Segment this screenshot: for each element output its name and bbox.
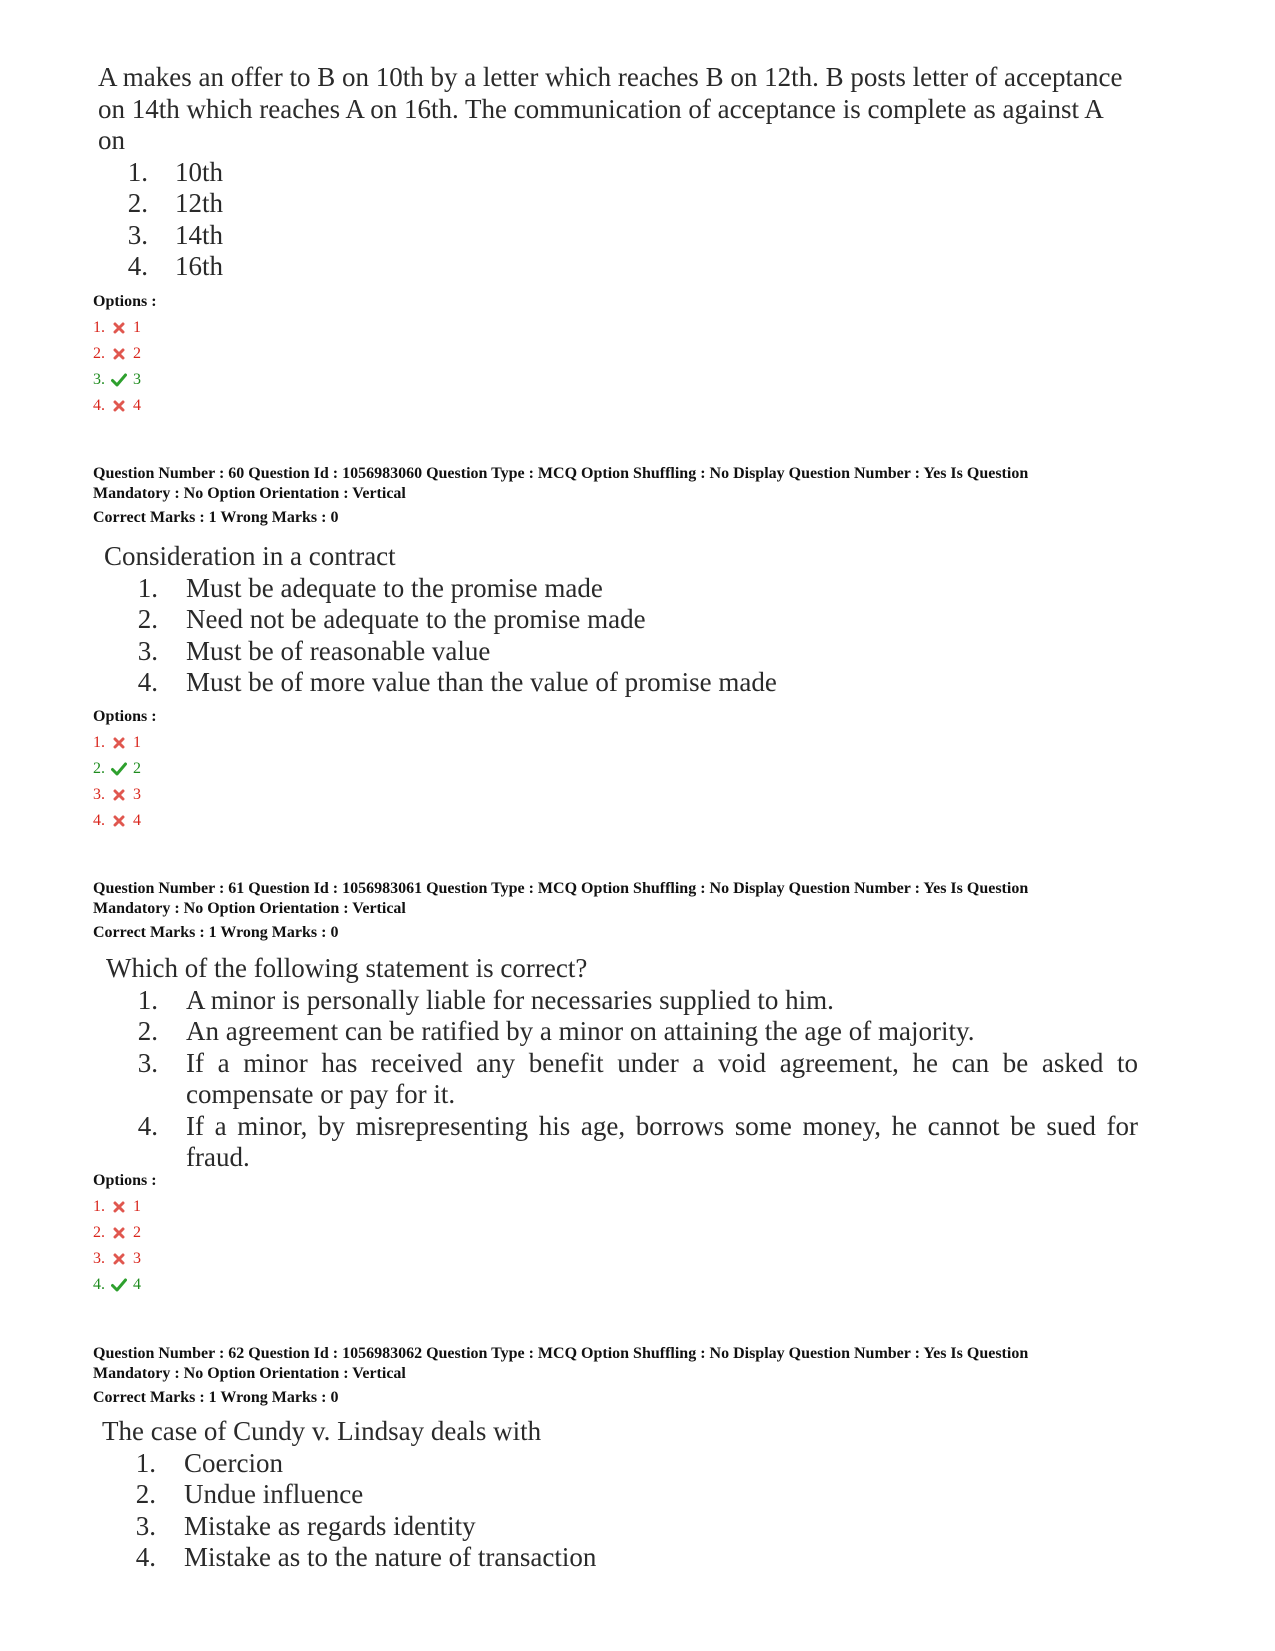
question-stem-text: Consideration in a contract <box>104 541 396 571</box>
option-number: 1. <box>93 1198 105 1215</box>
choice-text: If a minor has received any benefit under a void agreement, he can be asked to compensate or pay for it. <box>186 1047 1138 1109</box>
question-59-stem <box>98 62 1128 283</box>
choice-text: 12th <box>175 188 224 218</box>
question-60-marks: Correct Marks : 1 Wrong Marks : 0 <box>93 509 339 526</box>
choice-text: Need not be adequate to the promise made <box>186 604 646 634</box>
choice-number: 2. <box>137 604 158 634</box>
choice-number: 1. <box>137 572 158 603</box>
option-number: 2. <box>93 760 105 777</box>
question-62-choices <box>134 1448 1002 1574</box>
choice-number: 3. <box>135 1510 156 1541</box>
choice-text: Mistake as to the nature of transaction <box>184 1542 597 1572</box>
question-62-metadata <box>93 1344 1183 1384</box>
option-row <box>93 756 157 782</box>
question-62-marks: Correct Marks : 1 Wrong Marks : 0 <box>93 1389 339 1406</box>
option-value: 3 <box>133 786 141 803</box>
option-row <box>93 782 157 808</box>
option-number: 1. <box>93 734 105 751</box>
choice-number: 2. <box>127 188 148 218</box>
option-row <box>93 341 157 367</box>
question-60-options <box>93 704 157 834</box>
option-value: 2 <box>133 345 141 362</box>
check-icon <box>109 371 129 389</box>
check-icon <box>109 760 129 778</box>
choice-item <box>134 1542 1002 1574</box>
check-icon <box>109 1276 129 1294</box>
choice-number: 2. <box>137 1016 158 1046</box>
option-number: 4. <box>93 1276 105 1293</box>
option-value: 4 <box>133 397 141 414</box>
cross-icon <box>109 734 129 752</box>
question-61-stem <box>106 953 1138 1174</box>
question-59-stem-line: on <box>98 125 125 155</box>
options-label: Options : <box>93 708 157 725</box>
option-value: 2 <box>133 760 141 777</box>
question-60-choices <box>136 573 1004 699</box>
option-row <box>93 1194 157 1220</box>
choice-text: An agreement can be ratified by a minor on attaining the age of majority. <box>186 1016 975 1046</box>
option-row <box>93 393 157 419</box>
choice-text: 14th <box>175 219 224 250</box>
choice-text: 10th <box>175 156 224 187</box>
question-stem-text: Which of the following statement is correct? <box>106 953 588 983</box>
metadata-line: Mandatory : No Option Orientation : Vertical <box>93 900 406 917</box>
choice-text: 16th <box>175 251 224 281</box>
choice-number: 3. <box>127 219 148 250</box>
choice-item <box>134 1448 1002 1480</box>
option-value: 4 <box>133 1276 141 1293</box>
option-number: 3. <box>93 371 105 388</box>
choice-text: Must be of more value than the value of promise made <box>186 667 777 697</box>
choice-number: 2. <box>135 1479 156 1509</box>
choice-item <box>136 636 1004 668</box>
choice-item <box>136 573 1004 605</box>
option-value: 1 <box>133 734 141 751</box>
choice-text: Must be adequate to the promise made <box>186 572 603 603</box>
choice-item <box>126 251 1128 283</box>
cross-icon <box>109 1198 129 1216</box>
question-62-stem <box>102 1416 1002 1574</box>
cross-icon <box>109 812 129 830</box>
choice-number: 1. <box>135 1447 156 1478</box>
choice-text: Must be of reasonable value <box>186 635 491 666</box>
option-value: 4 <box>133 812 141 829</box>
choice-number: 3. <box>137 1047 158 1078</box>
cross-icon <box>109 1250 129 1268</box>
cross-icon <box>109 786 129 804</box>
question-stem-text: The case of Cundy v. Lindsay deals with <box>102 1416 542 1446</box>
option-row <box>93 1272 157 1298</box>
cross-icon <box>109 319 129 337</box>
question-59-stem-line: on 14th which reaches A on 16th. The communication of acceptance is complete as against A <box>98 93 1104 124</box>
option-value: 2 <box>133 1224 141 1241</box>
options-label: Options : <box>93 293 157 310</box>
metadata-line: Question Number : 62 Question Id : 1056983062 Question Type : MCQ Option Shuffling : No Display Question Number : Yes Is Question <box>93 1345 1029 1362</box>
choice-text: If a minor, by misrepresenting his age, borrows some money, he cannot be sued for fraud. <box>186 1110 1138 1172</box>
question-60-stem <box>104 541 1004 699</box>
cross-icon <box>109 345 129 363</box>
option-number: 2. <box>93 1224 105 1241</box>
choice-number: 1. <box>127 156 148 187</box>
options-label: Options : <box>93 1172 157 1189</box>
option-row <box>93 315 157 341</box>
option-number: 4. <box>93 397 105 414</box>
metadata-line: Question Number : 60 Question Id : 1056983060 Question Type : MCQ Option Shuffling : No Display Question Number : Yes Is Question <box>93 465 1029 482</box>
option-value: 1 <box>133 319 141 336</box>
option-number: 3. <box>93 786 105 803</box>
choice-text: Undue influence <box>184 1479 364 1509</box>
question-60-metadata <box>93 464 1183 504</box>
choice-item <box>134 1479 1002 1511</box>
choice-item <box>126 188 1128 220</box>
option-number: 4. <box>93 812 105 829</box>
choice-item <box>134 1511 1002 1543</box>
option-number: 3. <box>93 1250 105 1267</box>
option-value: 3 <box>133 371 141 388</box>
option-row <box>93 1220 157 1246</box>
choice-number: 4. <box>135 1542 156 1572</box>
cross-icon <box>109 1224 129 1242</box>
choice-item <box>136 1048 1138 1111</box>
option-value: 1 <box>133 1198 141 1215</box>
question-59-options <box>93 289 157 419</box>
choice-text: A minor is personally liable for necessaries supplied to him. <box>186 984 834 1015</box>
metadata-line: Mandatory : No Option Orientation : Vertical <box>93 485 406 502</box>
choice-item <box>136 667 1004 699</box>
option-row <box>93 730 157 756</box>
cross-icon <box>109 397 129 415</box>
option-number: 1. <box>93 319 105 336</box>
choice-item <box>136 1111 1138 1174</box>
choice-item <box>136 604 1004 636</box>
option-row <box>93 1246 157 1272</box>
option-row <box>93 367 157 393</box>
choice-number: 3. <box>137 635 158 666</box>
option-value: 3 <box>133 1250 141 1267</box>
choice-text: Coercion <box>184 1447 283 1478</box>
choice-item <box>136 985 1138 1017</box>
option-row <box>93 808 157 834</box>
choice-text: Mistake as regards identity <box>184 1510 476 1541</box>
choice-item <box>126 157 1128 189</box>
question-61-options <box>93 1168 157 1298</box>
choice-number: 1. <box>137 984 158 1015</box>
choice-item <box>136 1016 1138 1048</box>
question-59-stem-line: A makes an offer to B on 10th by a letter which reaches B on 12th. B posts letter of acceptance <box>98 62 1123 92</box>
choice-number: 4. <box>137 1110 158 1141</box>
choice-number: 4. <box>137 667 158 697</box>
metadata-line: Mandatory : No Option Orientation : Vertical <box>93 1365 406 1382</box>
option-number: 2. <box>93 345 105 362</box>
choice-number: 4. <box>127 251 148 281</box>
question-61-choices <box>136 985 1138 1174</box>
metadata-line: Question Number : 61 Question Id : 1056983061 Question Type : MCQ Option Shuffling : No Display Question Number : Yes Is Question <box>93 880 1029 897</box>
question-61-marks: Correct Marks : 1 Wrong Marks : 0 <box>93 924 339 941</box>
choice-item <box>126 220 1128 252</box>
question-61-metadata <box>93 879 1183 919</box>
question-59-choices <box>126 157 1128 283</box>
